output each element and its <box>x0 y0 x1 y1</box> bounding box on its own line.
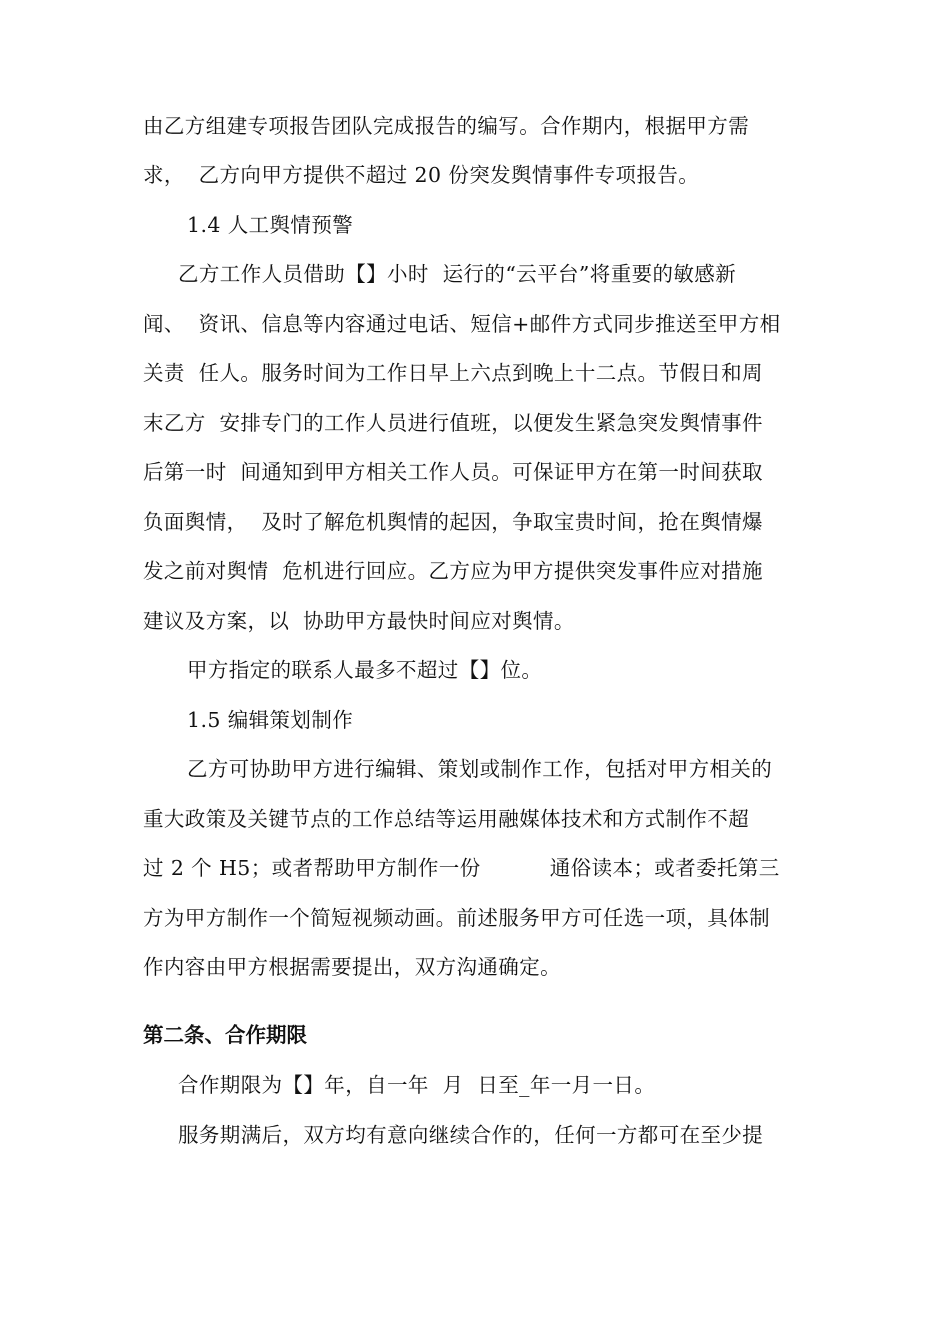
paragraph-line: 求， 乙方向甲方提供不超过 20 份突发舆情事件专项报告。 <box>143 163 700 187</box>
paragraph-line: 负面舆情， 及时了解危机舆情的起因，争取宝贵时间，抢在舆情爆 <box>143 510 763 534</box>
section-heading: 第二条、合作期限 <box>143 1023 307 1047</box>
paragraph-line: 乙方工作人员借助【】小时 运行的“云平台”将重要的敏感新 <box>178 262 737 286</box>
paragraph-line: 关责 任人。服务时间为工作日早上六点到晚上十二点。节假日和周 <box>143 361 763 385</box>
paragraph-line: 末乙方 安排专门的工作人员进行值班，以便发生紧急突发舆情事件 <box>143 411 763 435</box>
paragraph-line: 服务期满后，双方均有意向继续合作的，任何一方都可在至少提 <box>178 1123 764 1147</box>
section-subheading-1-5: 1.5 编辑策划制作 <box>187 708 354 732</box>
paragraph-line: 建议及方案，以 协助甲方最快时间应对舆情。 <box>143 609 575 633</box>
paragraph-line: 过 2 个 H5；或者帮助甲方制作一份 通俗读本；或者委托第三 <box>143 856 780 880</box>
paragraph-line: 合作期限为【】年，自一年 月 日至_年一月一日。 <box>178 1073 656 1097</box>
paragraph-line: 方为甲方制作一个简短视频动画。前述服务甲方可任选一项，具体制 <box>143 906 770 930</box>
paragraph-line: 甲方指定的联系人最多不超过【】位。 <box>187 658 543 682</box>
paragraph-line: 由乙方组建专项报告团队完成报告的编写。合作期内，根据甲方需 <box>143 114 750 138</box>
paragraph-line: 乙方可协助甲方进行编辑、策划或制作工作，包括对甲方相关的 <box>187 757 773 781</box>
section-subheading-1-4: 1.4 人工舆情预警 <box>187 213 354 237</box>
paragraph-line: 发之前对舆情 危机进行回应。乙方应为甲方提供突发事件应对措施 <box>143 559 763 583</box>
paragraph-line: 后第一时 间通知到甲方相关工作人员。可保证甲方在第一时间获取 <box>143 460 763 484</box>
paragraph-line: 闻、 资讯、信息等内容通过电话、短信+邮件方式同步推送至甲方相 <box>143 312 781 336</box>
paragraph-line: 重大政策及关键节点的工作总结等运用融媒体技术和方式制作不超 <box>143 807 750 831</box>
paragraph-line: 作内容由甲方根据需要提出，双方沟通确定。 <box>143 955 561 979</box>
